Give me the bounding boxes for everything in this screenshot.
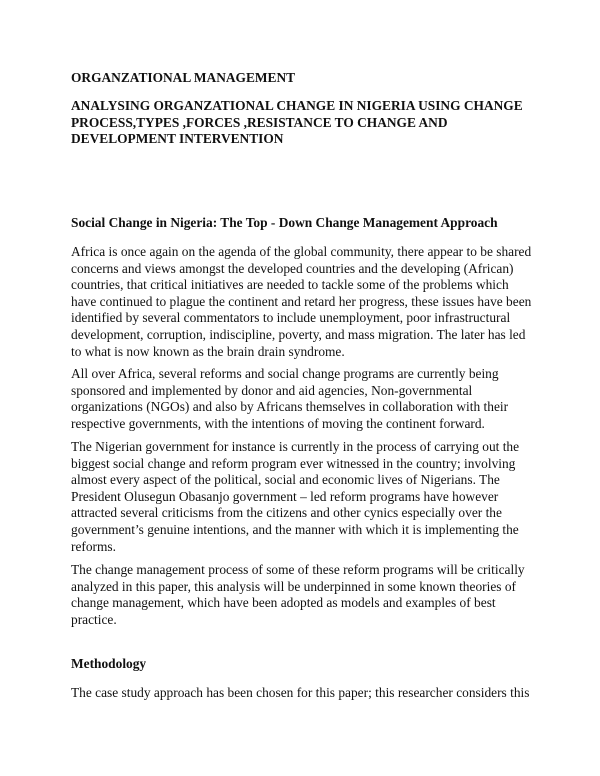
main-title — [71, 98, 541, 148]
paragraph-1 — [71, 244, 541, 360]
paragraph-line: reforms. — [71, 538, 116, 554]
paragraph-line: President Olusegun Obasanjo government – led reform programs have however — [71, 488, 499, 504]
paragraph-line: The change management process of some of these reform programs will be critically — [71, 562, 525, 577]
paragraph-line: identified by several commentators to include unemployment, poor infrastructural — [71, 310, 511, 326]
paragraph-line: respective governments, with the intentions of moving the continent forward. — [71, 415, 485, 431]
paragraph-line: attracted several criticisms from the citizens and other cynics especially over the — [71, 505, 502, 521]
main-title-line: ANALYSING ORGANZATIONAL CHANGE IN NIGERIA USING CHANGE — [71, 98, 523, 113]
methodology-heading-text: Methodology — [71, 656, 147, 671]
paragraph-line: to what is now known as the brain drain syndrome. — [71, 343, 345, 359]
course-title — [71, 70, 541, 87]
paragraph-line: organizations (NGOs) and also by Africans themselves in collaboration with their — [71, 399, 509, 415]
paragraph-line: Africa is once again on the agenda of the global community, there appear to be shared — [71, 244, 532, 259]
methodology-heading — [71, 656, 541, 673]
paragraph-line: The Nigerian government for instance is currently in the process of carrying out the — [71, 439, 520, 454]
paragraph-line: sponsored and implemented by donor and aid agencies, Non-governmental — [71, 382, 473, 398]
paragraph-2 — [71, 366, 541, 432]
paragraph-4 — [71, 562, 541, 628]
methodology-paragraph — [71, 685, 541, 702]
paragraph-line: countries, that critical initiatives are needed to tackle some of the problems which — [71, 277, 509, 293]
section-heading — [71, 215, 541, 232]
main-title-line: DEVELOPMENT INTERVENTION — [71, 131, 284, 147]
paragraph-line: concerns and views amongst the developed countries and the developing (African) — [71, 260, 514, 276]
course-title-text: ORGANZATIONAL MANAGEMENT — [71, 70, 296, 85]
paragraph-line: The case study approach has been chosen for this paper; this researcher considers this — [71, 685, 530, 700]
paragraph-line: have continued to plague the continent and retard her progress, these issues have been — [71, 293, 532, 309]
section-heading-text: Social Change in Nigeria: The Top - Down Change Management Approach — [71, 215, 498, 230]
paragraph-line: practice. — [71, 611, 117, 627]
paragraph-line: almost every aspect of the political, social and economic lives of Nigerians. The — [71, 472, 500, 488]
paragraph-line: change management, which have been adopted as models and examples of best — [71, 595, 496, 611]
paragraph-line: analyzed in this paper, this analysis will be underpinned in some known theories of — [71, 578, 516, 594]
main-title-line: PROCESS,TYPES ,FORCES ,RESISTANCE TO CHANGE AND — [71, 114, 448, 130]
paragraph-3 — [71, 439, 541, 555]
paragraph-line: All over Africa, several reforms and social change programs are currently being — [71, 366, 499, 381]
paragraph-line: government’s genuine intentions, and the manner with which it is implementing the — [71, 521, 519, 537]
paragraph-line: development, corruption, indiscipline, poverty, and mass migration. The later has led — [71, 326, 526, 342]
paragraph-line: biggest social change and reform program ever witnessed in the country; involving — [71, 455, 516, 471]
